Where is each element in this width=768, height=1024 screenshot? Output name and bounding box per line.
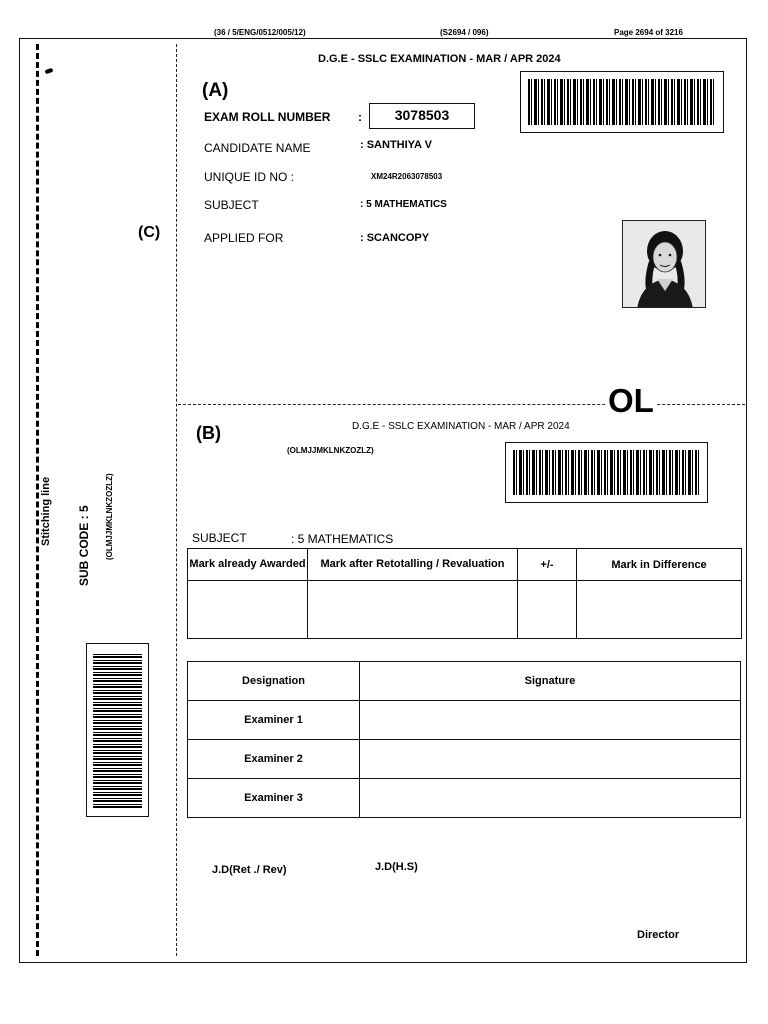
roll-number-box: 3078503: [369, 103, 475, 129]
stitching-dash-line: [36, 44, 39, 956]
subject-value-b: : 5 MATHEMATICS: [291, 532, 394, 546]
header-mark-revaluation: Mark after Retotalling / Revaluation: [308, 549, 518, 581]
jd-ret-rev: J.D(Ret ./ Rev): [212, 864, 287, 876]
cell-mark-revaluation: [308, 581, 518, 639]
roll-colon: :: [358, 110, 362, 124]
header-mark-awarded: Mark already Awarded: [188, 549, 308, 581]
name-value: : SANTHIYA V: [360, 139, 432, 151]
examiner-3: Examiner 3: [188, 779, 360, 818]
stitching-line-label: Stitching line: [40, 476, 52, 546]
roll-label: EXAM ROLL NUMBER: [204, 110, 331, 124]
candidate-photo: [622, 220, 706, 308]
section-a-marker: (A): [202, 80, 229, 101]
signature-table: [187, 661, 741, 818]
candidate-code: (OLMJJMKLNKZOZLZ): [287, 446, 374, 455]
applied-label: APPLIED FOR: [204, 231, 284, 245]
signature-cell-3: [360, 779, 741, 818]
uid-value: XM24R2063078503: [371, 172, 443, 181]
header-signature: Signature: [360, 662, 741, 701]
header-ref: (36 / 5/ENG/0512/005/12): [214, 28, 306, 37]
marks-table: [187, 548, 742, 639]
section-b-marker: (B): [196, 423, 221, 443]
barcode-b: [505, 442, 708, 503]
cell-mark-difference: [577, 581, 742, 639]
horizontal-cut-line: [178, 404, 745, 405]
director-label: Director: [637, 929, 680, 941]
subject-label-b: SUBJECT: [192, 531, 247, 545]
cell-mark-awarded: [188, 581, 308, 639]
sub-code-id: (OLMJJMKLNKZOZLZ): [105, 473, 114, 560]
header-designation: Designation: [188, 662, 360, 701]
applied-value: : SCANCOPY: [360, 232, 430, 244]
examiner-2: Examiner 2: [188, 740, 360, 779]
barcode-side: [86, 643, 149, 817]
header-mark-difference: Mark in Difference: [577, 549, 742, 581]
examiner-1: Examiner 1: [188, 701, 360, 740]
header-page: Page 2694 of 3216: [614, 28, 683, 37]
barcode-a: [520, 71, 724, 133]
signature-cell-1: [360, 701, 741, 740]
subject-label-a: SUBJECT: [204, 198, 259, 212]
sub-code-label: SUB CODE : 5: [77, 505, 91, 586]
jd-hs: J.D(H.S): [375, 861, 418, 873]
signature-cell-2: [360, 740, 741, 779]
cell-plus-minus: [518, 581, 577, 639]
vertical-cut-line: [176, 44, 177, 956]
exam-title-a: D.G.E - SSLC EXAMINATION - MAR / APR 2024: [318, 53, 561, 65]
subject-value-a: : 5 MATHEMATICS: [360, 199, 447, 210]
header-plus-minus: +/-: [518, 549, 577, 581]
ol-mark: OL: [605, 382, 657, 420]
section-c-marker: (C): [138, 224, 161, 241]
uid-label: UNIQUE ID NO :: [204, 170, 295, 184]
name-label: CANDIDATE NAME: [204, 141, 311, 155]
header-centre: (S2694 / 096): [440, 28, 489, 37]
exam-title-b: D.G.E - SSLC EXAMINATION - MAR / APR 2024: [352, 421, 570, 432]
